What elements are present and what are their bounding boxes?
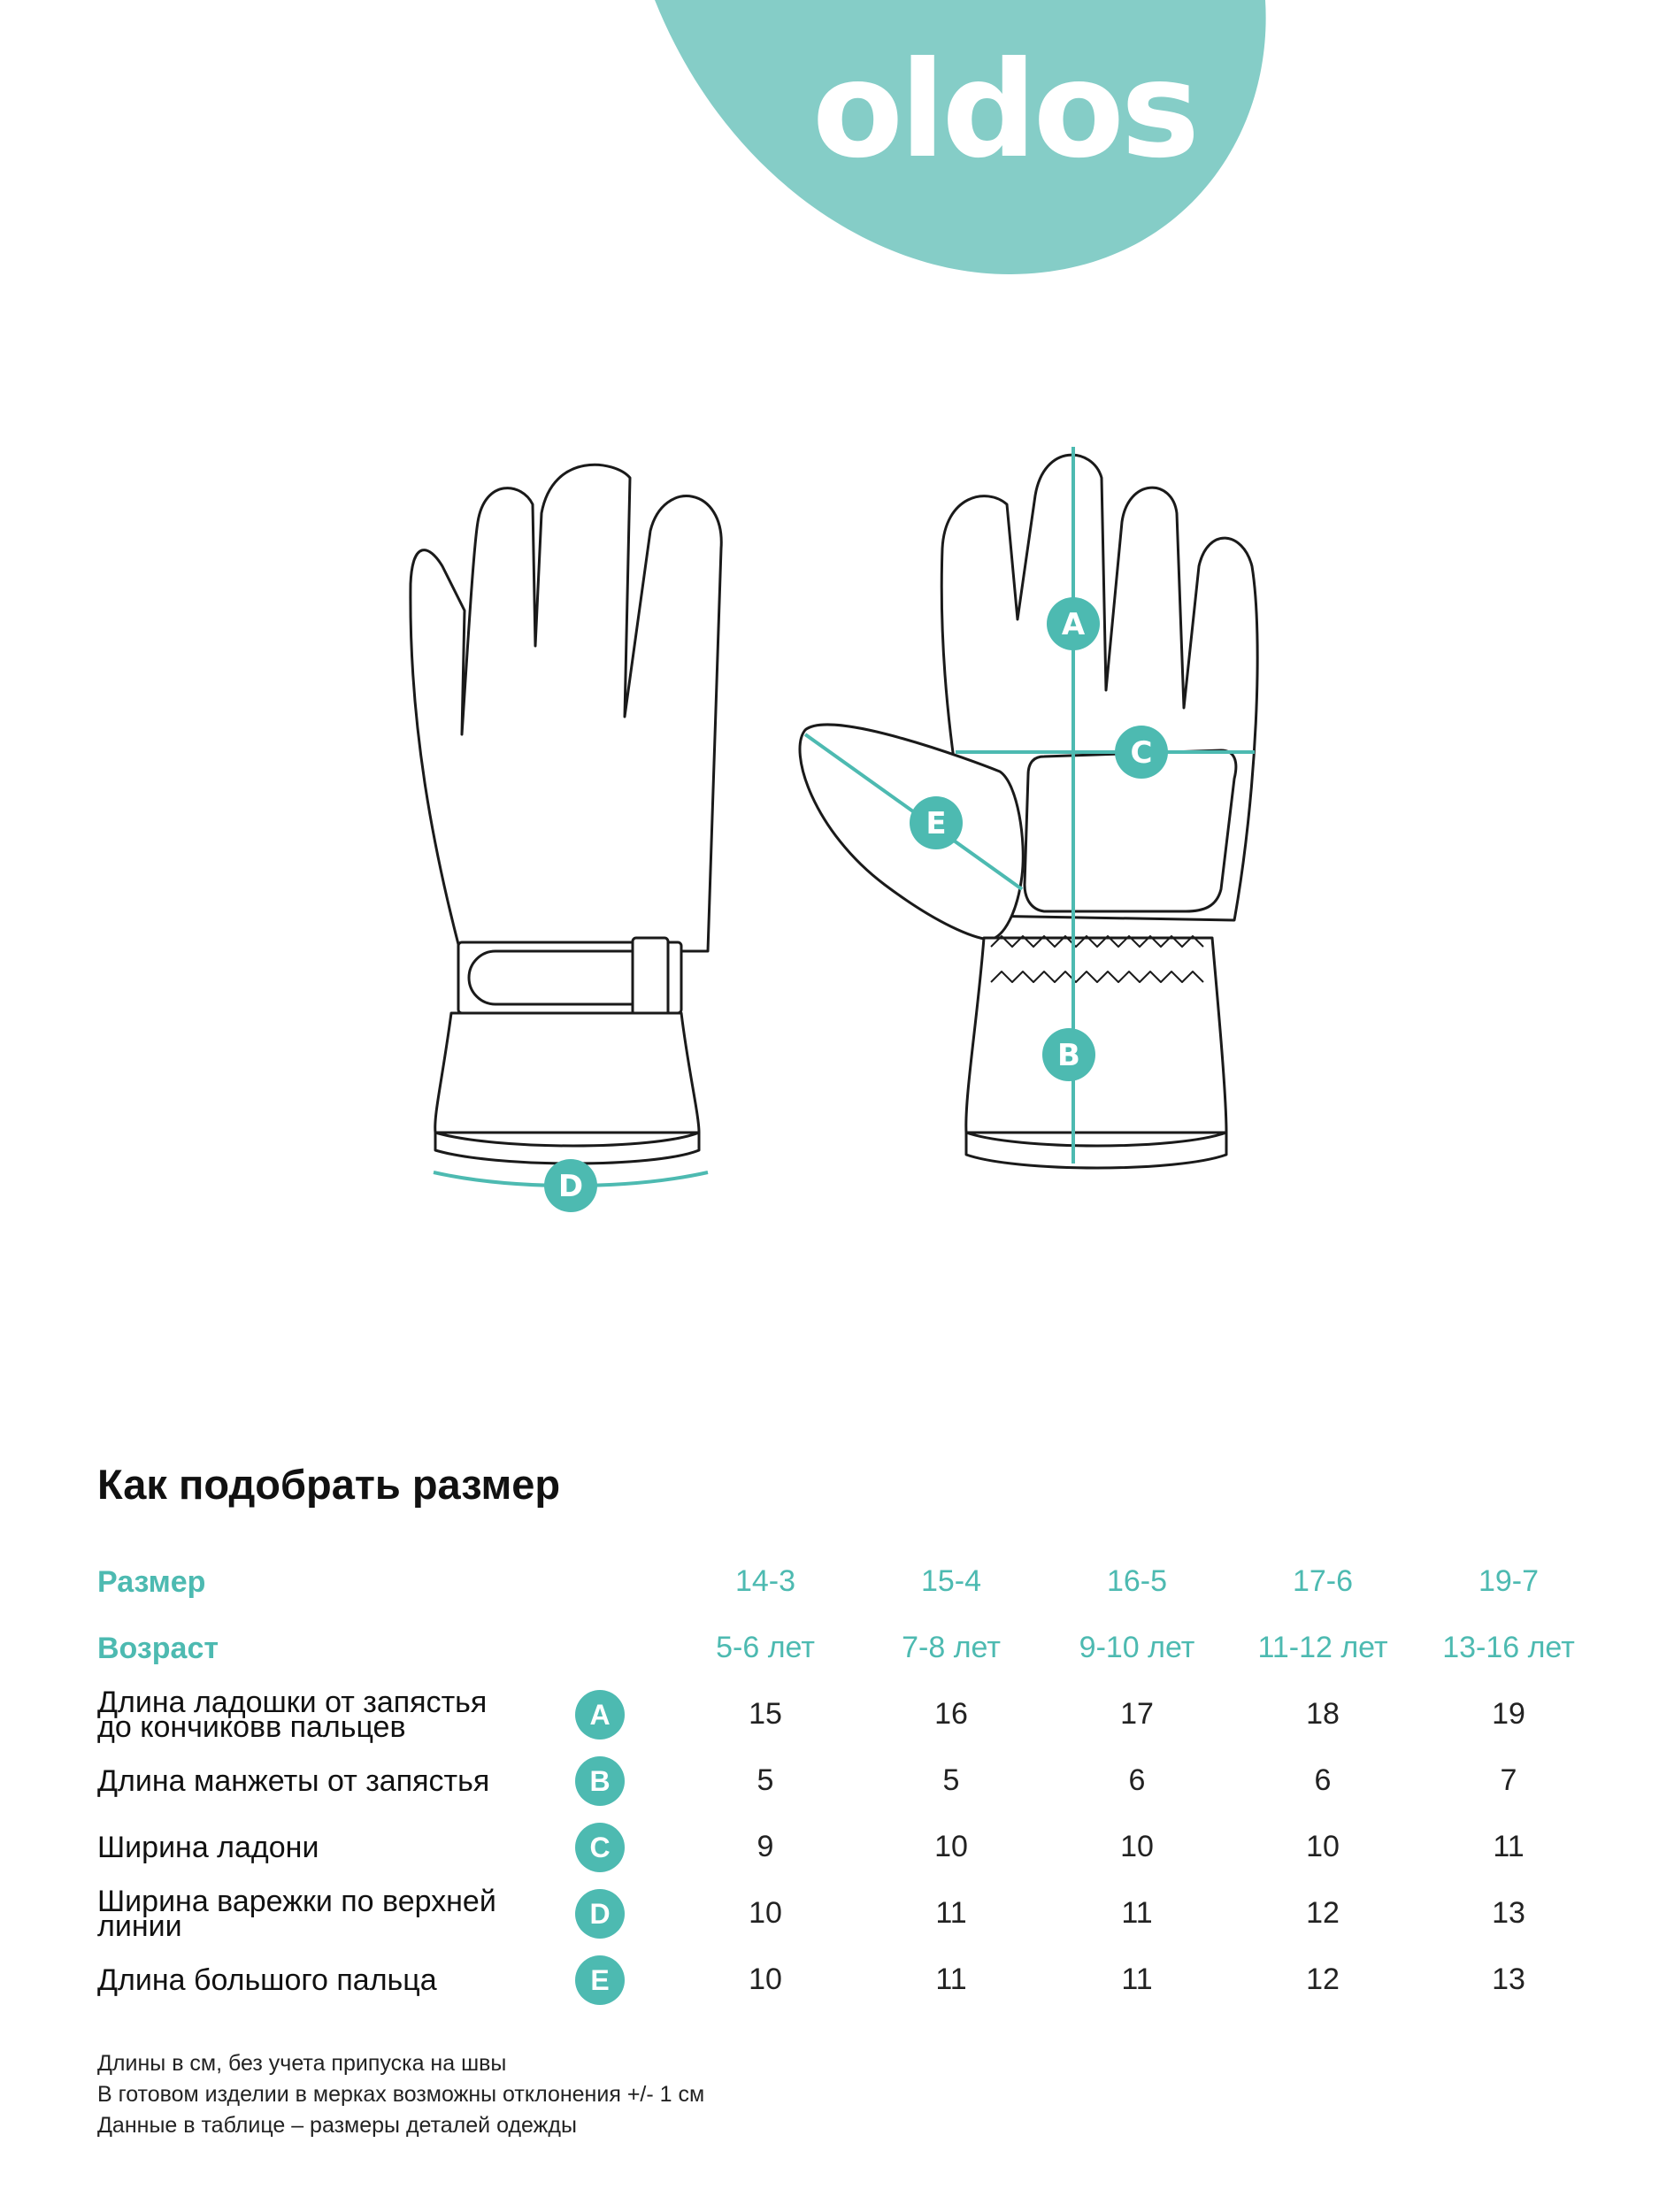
table-cell: 7	[1500, 1763, 1517, 1797]
table-cell: 11	[1121, 1896, 1153, 1930]
table-cell: 5	[757, 1763, 774, 1797]
size-header-label: Размер	[97, 1564, 206, 1599]
table-cell: 11	[935, 1962, 967, 1996]
table-cell: 17	[1120, 1697, 1154, 1731]
table-cell: 10	[749, 1962, 782, 1996]
table-cell: 9	[757, 1830, 774, 1863]
table-cell: 18	[1306, 1697, 1340, 1731]
table-cell: 6	[1314, 1763, 1332, 1797]
table-cell: 6	[1128, 1763, 1146, 1797]
table-cell: 16	[934, 1697, 968, 1731]
size-value: 17-6	[1292, 1564, 1354, 1598]
age-value: 9-10 лет	[1079, 1631, 1195, 1664]
size-row	[97, 1548, 1601, 1615]
age-value: 7-8 лет	[902, 1631, 1001, 1664]
table-cell: 10	[934, 1830, 968, 1863]
age-row	[97, 1615, 1601, 1681]
size-value: 19-7	[1478, 1564, 1540, 1598]
size-value: 16-5	[1106, 1564, 1168, 1598]
row-label: Ширина ладони	[97, 1830, 319, 1864]
marker-e-label: E	[926, 806, 947, 841]
table-cell: 10	[749, 1896, 782, 1930]
marker-d-label: D	[557, 1169, 584, 1204]
row-label: Длина ладошки от запястья до кончиковв пальцев	[97, 1685, 488, 1744]
size-value: 14-3	[734, 1564, 796, 1598]
table-row	[97, 1747, 1601, 1814]
marker-b-label: B	[1057, 1038, 1080, 1073]
marker-badge: E	[575, 1955, 625, 2005]
size-value: 15-4	[920, 1564, 982, 1598]
footnote: Данные в таблице – размеры деталей одежды	[97, 2113, 577, 2138]
table-cell: 11	[935, 1896, 967, 1930]
age-value: 13-16 лет	[1442, 1631, 1575, 1664]
row-label: Длина манжеты от запястья	[97, 1763, 490, 1798]
glove-back-outline	[411, 465, 721, 951]
marker-badge: B	[575, 1756, 625, 1806]
age-value: 5-6 лет	[716, 1631, 815, 1664]
table-cell: 10	[1306, 1830, 1340, 1863]
marker-a-label: A	[1061, 607, 1086, 642]
table-cell: 10	[1120, 1830, 1154, 1863]
marker-badge: A	[575, 1690, 625, 1740]
age-value: 11-12 лет	[1257, 1631, 1388, 1664]
page-title: Как подобрать размер	[97, 1461, 561, 1508]
table-cell: 13	[1492, 1962, 1525, 1996]
table-row	[97, 1947, 1601, 2013]
table-cell: 11	[1493, 1830, 1525, 1863]
table-cell: 5	[942, 1763, 960, 1797]
footnotes	[97, 2048, 704, 2141]
age-header-label: Возраст	[97, 1631, 219, 1665]
table-row	[97, 1880, 1601, 1947]
table-row	[97, 1814, 1601, 1880]
table-cell: 12	[1306, 1962, 1340, 1996]
marker-badge: D	[575, 1889, 625, 1939]
brand-logo: oldos	[811, 34, 1197, 188]
footnote: В готовом изделии в мерках возможны отклонения +/- 1 см	[97, 2082, 705, 2107]
marker-badge: C	[575, 1823, 625, 1872]
table-row	[97, 1681, 1601, 1747]
row-label: Ширина варежки по верхней линии	[97, 1884, 496, 1943]
marker-c-label: C	[1130, 735, 1153, 771]
table-cell: 12	[1306, 1896, 1340, 1930]
table-cell: 13	[1492, 1896, 1525, 1930]
table-cell: 19	[1492, 1697, 1525, 1731]
table-cell: 11	[1121, 1962, 1153, 1996]
table-cell: 15	[749, 1697, 782, 1731]
glove-diagram	[0, 425, 1659, 1256]
footnote: Длины в см, без учета припуска на швы	[97, 2051, 507, 2076]
size-table	[97, 1548, 1601, 2013]
row-label: Длина большого пальца	[97, 1962, 437, 1997]
